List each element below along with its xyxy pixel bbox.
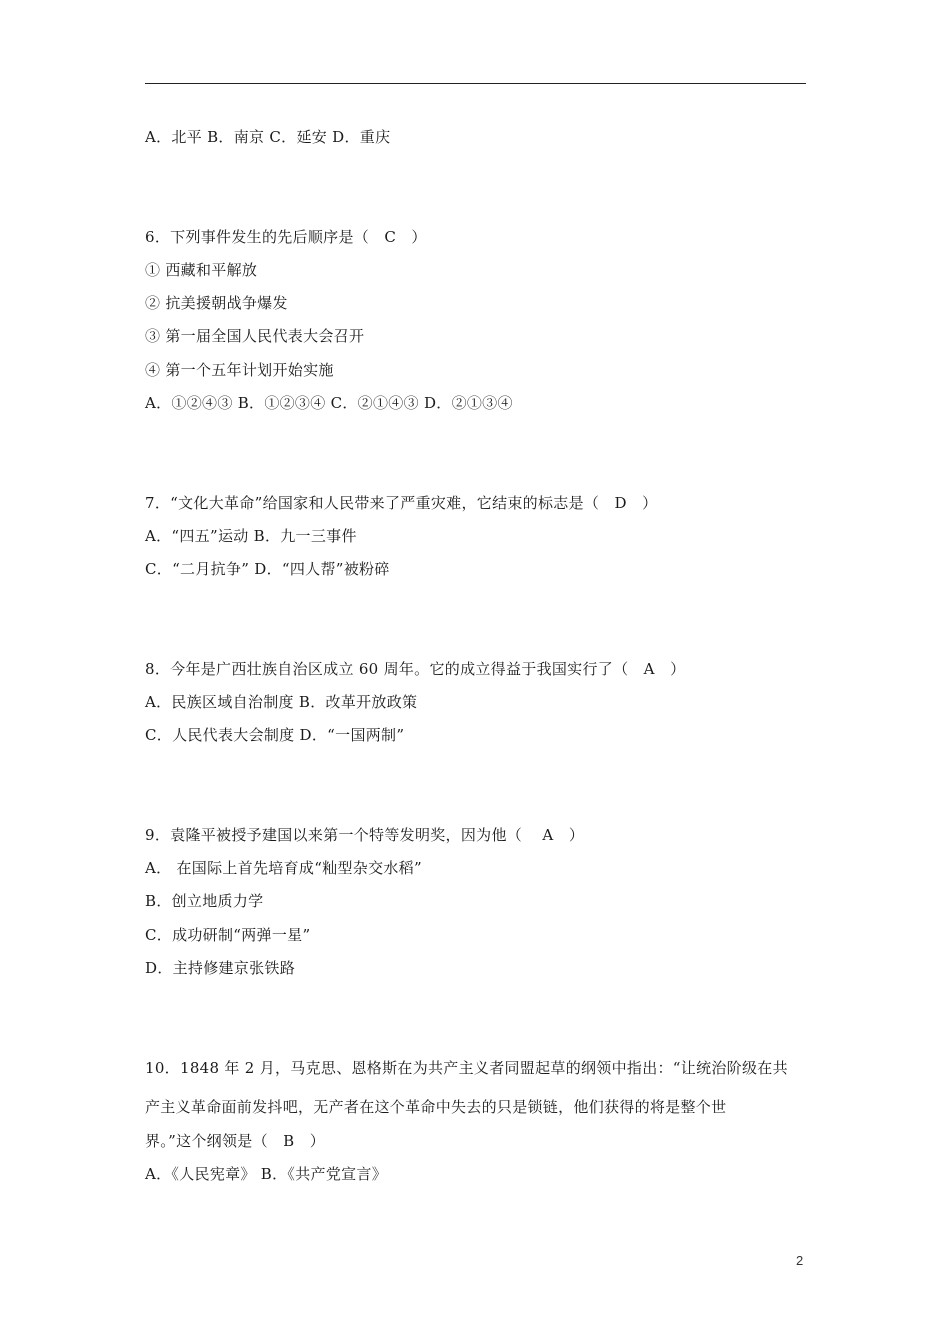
q9-stem: 9．袁隆平被授予建国以来第一个特等发明奖，因为他（ A ） [145,826,585,844]
q10-options: A．《人民宪章》 B．《共产党宣言》 [145,1165,388,1183]
q7-option-ab: A．“四五”运动 B．九一三事件 [145,527,357,545]
q8-option-cd: C．人民代表大会制度 D．“一国两制” [145,726,405,744]
q9-option-b: B．创立地质力学 [145,892,264,910]
q6-item-1: ① 西藏和平解放 [145,261,258,279]
q6-options: A．①②④③ B．①②③④ C．②①④③ D．②①③④ [145,394,513,412]
q6-item-4: ④ 第一个五年计划开始实施 [145,361,334,379]
q9-option-d: D．主持修建京张铁路 [145,959,296,977]
q8-option-ab: A．民族区域自治制度 B．改革开放政策 [145,693,418,711]
q5-options: A．北平 B．南京 C．延安 D．重庆 [145,128,391,146]
q7-option-cd: C．“二月抗争” D．“四人帮”被粉碎 [145,560,390,578]
q6-item-2: ② 抗美援朝战争爆发 [145,294,288,312]
header-rule [145,83,806,84]
q7-stem: 7．“文化大革命”给国家和人民带来了严重灾难，它结束的标志是（ D ） [145,494,658,512]
q10-stem-line-3: 界。”这个纲领是（ B ） [145,1132,326,1150]
q6-item-3: ③ 第一届全国人民代表大会召开 [145,327,365,345]
q9-option-c: C．成功研制“两弹一星” [145,926,311,944]
q9-option-a: A． 在国际上首先培育成“籼型杂交水稻” [145,859,422,877]
q8-stem: 8．今年是广西壮族自治区成立 60 周年。它的成立得益于我国实行了（ A ） [145,660,686,678]
q10-stem-line-2: 产主义革命面前发抖吧，无产者在这个革命中失去的只是锁链，他们获得的将是整个世 [145,1098,727,1116]
q6-stem: 6．下列事件发生的先后顺序是（ C ） [145,228,427,246]
q10-stem-line-1: 10．1848 年 2 月，马克思、恩格斯在为共产主义者同盟起草的纲领中指出：“让统治阶级在共 [145,1059,788,1077]
page-number: 2 [796,1253,804,1268]
